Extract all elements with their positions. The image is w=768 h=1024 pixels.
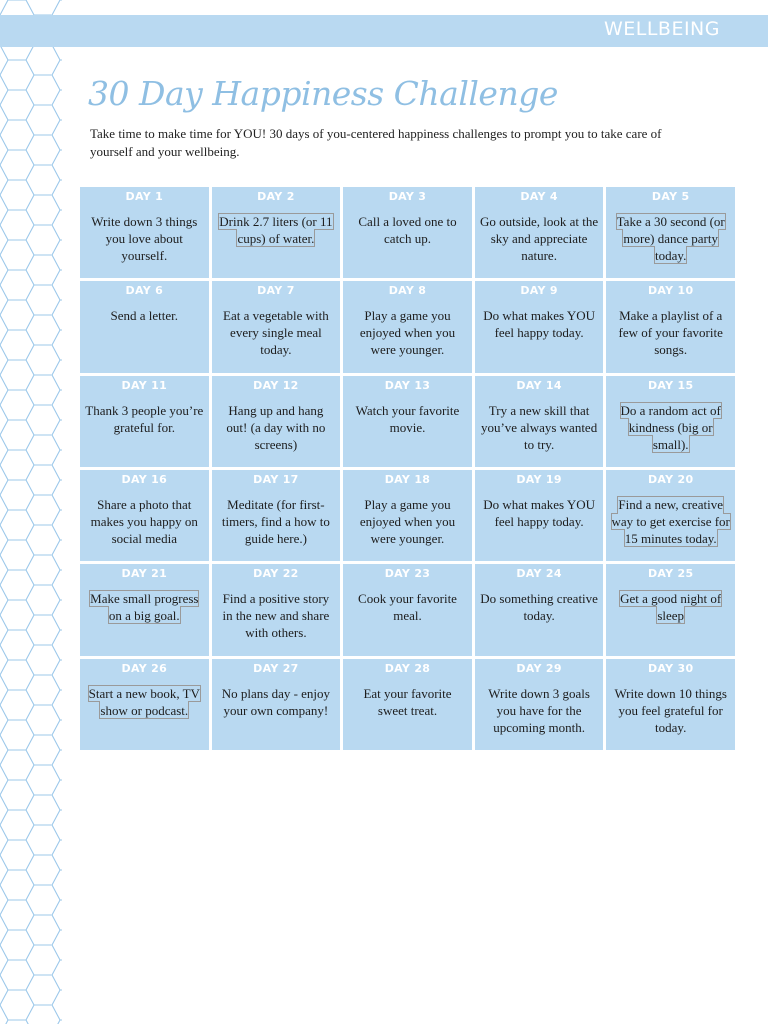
day-label: DAY 4 xyxy=(520,190,558,203)
day-task[interactable]: Meditate (for first-timers, find a how to guide here.) xyxy=(221,497,330,546)
day-cell xyxy=(80,376,209,467)
day-cell xyxy=(475,659,604,750)
day-cell xyxy=(475,376,604,467)
day-cell xyxy=(475,187,604,278)
day-task: Write down 10 things you feel grateful for today. xyxy=(614,685,727,735)
day-label: DAY 8 xyxy=(388,284,427,298)
day-task: No plans day - enjoy your own company! xyxy=(221,685,331,718)
day-label: DAY 22 xyxy=(253,567,299,581)
day-label: DAY 17 xyxy=(253,473,299,486)
day-cell xyxy=(212,376,341,467)
day-label: DAY 5 xyxy=(651,190,690,203)
day-cell xyxy=(212,281,341,372)
day-task: Hang up and hang out! (a day with no screens) xyxy=(226,402,326,452)
day-cell xyxy=(475,470,604,561)
day-cell xyxy=(475,564,604,655)
page-title: 30 Day Happiness Challenge xyxy=(88,74,558,113)
day-cell[interactable] xyxy=(606,187,735,278)
day-label: DAY 9 xyxy=(520,284,558,298)
day-task: Make a playlist of a few of your favorite songs. xyxy=(618,308,723,358)
day-label: DAY 21 xyxy=(121,567,168,581)
day-task: Share a photo that makes you happy on social media xyxy=(90,497,198,546)
day-cell xyxy=(212,564,341,655)
day-label: DAY 23 xyxy=(384,567,431,581)
day-label: DAY 1 xyxy=(125,190,164,203)
day-label: DAY 29 xyxy=(516,661,562,675)
day-task: Do what makes YOU feel happy today. xyxy=(483,308,595,341)
day-cell[interactable] xyxy=(606,564,735,655)
day-cell xyxy=(343,470,472,561)
day-label: DAY 20 xyxy=(647,473,694,486)
day-label: DAY 24 xyxy=(516,567,562,581)
day-cell xyxy=(475,281,604,372)
day-task: Cook your favorite meal. xyxy=(358,591,457,624)
day-cell xyxy=(606,281,735,372)
day-label: DAY 2 xyxy=(257,190,295,203)
day-task: Play a game you enjoyed when you were younger. xyxy=(359,308,456,358)
day-task-link[interactable]: Find a new, creative way to get exercise for 15 minutes today. xyxy=(611,497,730,546)
day-task: Eat your favorite sweet treat. xyxy=(363,685,452,718)
day-task: Go outside, look at the sky and appreciate nature. xyxy=(480,214,599,263)
day-label: DAY 19 xyxy=(516,473,562,486)
section-label: WELLBEING xyxy=(603,18,720,40)
day-label: DAY 12 xyxy=(253,378,299,392)
day-cell xyxy=(343,659,472,750)
day-label: DAY 28 xyxy=(384,661,431,675)
day-label: DAY 26 xyxy=(121,661,168,675)
day-task: Do what makes YOU feel happy today. xyxy=(483,497,595,529)
day-label: DAY 18 xyxy=(384,473,431,486)
day-cell xyxy=(606,659,735,750)
day-cell[interactable] xyxy=(212,187,341,278)
day-task-link[interactable]: Start a new book, TV show or podcast. xyxy=(88,685,200,718)
day-task: Write down 3 things you love about yourself. xyxy=(91,214,198,263)
day-label: DAY 30 xyxy=(647,661,694,675)
day-task: Write down 3 goals you have for the upcoming month. xyxy=(488,685,590,735)
day-label: DAY 11 xyxy=(121,378,168,392)
day-cell xyxy=(80,281,209,372)
challenge-grid xyxy=(80,187,735,750)
day-cell xyxy=(80,470,209,561)
day-cell xyxy=(343,281,472,372)
day-label: DAY 13 xyxy=(384,378,431,392)
day-task-link[interactable]: Get a good night of sleep xyxy=(620,591,722,624)
day-task: Thank 3 people you’re grateful for. xyxy=(85,402,204,435)
intro-text: Take time to make time for YOU! 30 days of you-centered happiness challenges to prompt you to take care of yourself and your wellbeing. xyxy=(90,126,662,159)
honeycomb-pattern xyxy=(0,0,70,1024)
day-label: DAY 25 xyxy=(647,567,694,581)
day-cell xyxy=(343,376,472,467)
day-task-link[interactable]: Make small progress on a big goal. xyxy=(90,591,199,624)
day-cell xyxy=(212,659,341,750)
day-task: Do something creative today. xyxy=(480,591,598,624)
day-task-link[interactable]: Do a random act of kindness (big or small). xyxy=(620,402,721,452)
day-task: Call a loved one to catch up. xyxy=(358,214,457,246)
day-task: Watch your favorite movie. xyxy=(355,402,460,435)
day-task: Send a letter. xyxy=(110,308,179,324)
day-cell[interactable] xyxy=(80,564,209,655)
day-cell[interactable] xyxy=(212,470,341,561)
day-cell[interactable] xyxy=(606,470,735,561)
day-task-link[interactable]: Drink 2.7 liters (or 11 cups) of water. xyxy=(219,214,333,246)
day-cell xyxy=(80,187,209,278)
day-label: DAY 27 xyxy=(253,661,299,675)
day-label: DAY 3 xyxy=(388,190,427,203)
day-label: DAY 14 xyxy=(516,378,562,392)
day-label: DAY 16 xyxy=(121,473,168,486)
day-task: Eat a vegetable with every single meal today. xyxy=(223,308,329,358)
day-cell xyxy=(343,187,472,278)
day-cell[interactable] xyxy=(80,659,209,750)
day-label: DAY 10 xyxy=(647,284,694,298)
day-task-link[interactable]: Take a 30 second (or more) dance party today. xyxy=(616,214,725,263)
day-label: DAY 15 xyxy=(647,378,694,392)
day-task: Try a new skill that you’ve always wanted to try. xyxy=(480,402,598,452)
day-task: Play a game you enjoyed when you were younger. xyxy=(359,497,456,546)
day-label: DAY 6 xyxy=(125,284,164,298)
day-cell xyxy=(343,564,472,655)
day-task: Find a positive story in the new and share with others. xyxy=(222,591,330,641)
day-label: DAY 7 xyxy=(257,284,295,298)
day-cell[interactable] xyxy=(606,376,735,467)
